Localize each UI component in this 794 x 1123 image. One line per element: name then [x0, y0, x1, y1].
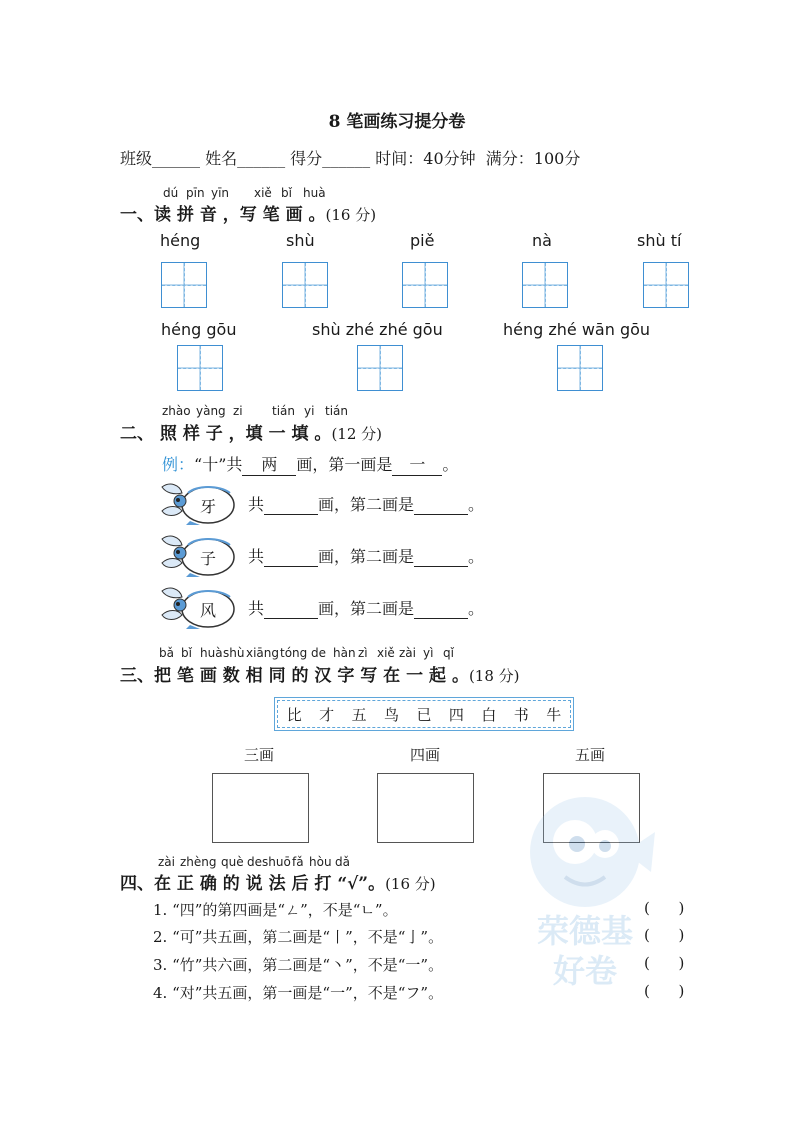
statement-item: 2. “可”共五画，第二画是“丨”，不是“亅”。 [153, 928, 444, 946]
answer-paren[interactable]: ( ) [644, 954, 685, 972]
fill-blank-count[interactable] [264, 547, 318, 567]
pinyin: xiāng [246, 646, 280, 660]
bank-character: 书 [513, 705, 529, 724]
bank-character: 才 [319, 705, 335, 724]
pinyin: shuō [262, 855, 291, 869]
pinyin: tián [325, 404, 348, 418]
fill-text: 。 [468, 599, 485, 618]
stroke-name: piě [410, 231, 435, 250]
mascot-logo-icon [505, 792, 665, 992]
fill-line [248, 492, 484, 515]
statement-item: 1. “四”的第四画是“ㄥ”，不是“ㄴ”。 [153, 901, 398, 919]
student-info-line: 班级______ 姓名______ 得分______ 时间：40分钟 满分：100分 [120, 149, 581, 168]
section-3-label: 三、把 笔 画 数 相 同 的 汉 字 写 在 一 起 。 [120, 666, 469, 686]
section-4-label: 四、在 正 确 的 说 法 后 打 “√”。 [120, 874, 386, 894]
section-2-points: (12 分) [331, 425, 382, 443]
fill-text: 。 [468, 495, 485, 514]
fill-blank-count[interactable] [264, 599, 318, 619]
bee-card [160, 585, 238, 633]
bank-character: 比 [286, 705, 302, 724]
example-label: 例： [162, 455, 195, 474]
bee-character: 子 [200, 549, 217, 568]
answer-box-three[interactable] [212, 773, 309, 843]
stroke-name: héng gōu [161, 320, 237, 339]
fill-line [248, 544, 484, 567]
tian-grid-box[interactable] [282, 262, 328, 308]
bank-character: 已 [416, 705, 432, 724]
pinyin: zài [158, 855, 175, 869]
pinyin: zì [358, 646, 368, 660]
bank-character: 鸟 [384, 705, 400, 724]
pinyin: hòu [309, 855, 332, 869]
section-4-points: (16 分) [385, 875, 436, 893]
pinyin-xie: xiě [254, 186, 272, 200]
tian-grid-box[interactable] [357, 345, 403, 391]
bee-character: 风 [200, 601, 217, 620]
section-1-heading [120, 200, 376, 225]
pinyin: hàn [333, 646, 356, 660]
pinyin: de [247, 855, 262, 869]
pinyin: zài [399, 646, 416, 660]
stroke-name: héng zhé wān gōu [503, 320, 651, 339]
pinyin: tóng [280, 646, 308, 660]
fill-text: 画，第二画是 [318, 599, 415, 618]
bank-character: 白 [481, 705, 497, 724]
page-title: 8 笔画练习提分卷 [328, 112, 466, 132]
brand-watermark [505, 792, 665, 992]
pinyin: qǐ [443, 646, 454, 660]
fill-text: 画，第二画是 [318, 547, 415, 566]
example-fill-count: 两 [242, 452, 296, 476]
dragonfly-icon [160, 585, 238, 629]
bank-character: 四 [448, 705, 464, 724]
dragonfly-icon [160, 481, 238, 525]
section-2-label: 二、 照 样 子 ，填 一 填 。 [120, 424, 332, 444]
tian-grid-box[interactable] [643, 262, 689, 308]
pinyin: de [311, 646, 326, 660]
section-2-heading [120, 419, 382, 444]
statement-item: 3. “竹”共六画，第二画是“丶”，不是“一”。 [153, 956, 444, 974]
stroke-name: héng [160, 231, 201, 250]
statement-item: 4. “对”共五画，第一画是“一”，不是“フ”。 [153, 984, 444, 1002]
pinyin: tián [272, 404, 295, 418]
example-fill-stroke: 一 [392, 452, 442, 476]
pinyin: yi [304, 404, 315, 418]
fill-blank-stroke[interactable] [414, 547, 468, 567]
fill-text: 画，第二画是 [318, 495, 415, 514]
pinyin: fǎ [292, 855, 304, 869]
bank-character: 牛 [546, 705, 562, 724]
answer-paren[interactable]: ( ) [644, 982, 685, 1000]
tian-grid-box[interactable] [557, 345, 603, 391]
pinyin-pin: pīn [186, 186, 205, 200]
pinyin: shù [223, 646, 245, 660]
pinyin: huà [200, 646, 223, 660]
pinyin: yì [423, 646, 434, 660]
pinyin: què [221, 855, 244, 869]
section-3-heading [120, 661, 520, 686]
watermark-line1: 荣德基 [536, 912, 634, 950]
character-bank [274, 697, 574, 731]
fill-blank-count[interactable] [264, 495, 318, 515]
fill-blank-stroke[interactable] [414, 599, 468, 619]
answer-paren[interactable]: ( ) [644, 899, 685, 917]
fill-blank-stroke[interactable] [414, 495, 468, 515]
group-label-four: 四画 [410, 746, 441, 764]
fill-text: 共 [248, 599, 265, 618]
example-line [162, 452, 458, 476]
tian-grid-box[interactable] [161, 262, 207, 308]
bee-card [160, 533, 238, 581]
fill-text: 共 [248, 495, 265, 514]
section-1-label: 一、读 拼 音 ，写 笔 画 。 [120, 205, 326, 225]
pinyin: zi [233, 404, 243, 418]
pinyin: dǎ [335, 855, 350, 869]
pinyin: xiě [377, 646, 395, 660]
pinyin-du: dú [163, 186, 179, 200]
pinyin-yin: yīn [211, 186, 230, 200]
section-1-points: (16 分) [325, 206, 377, 224]
bank-character: 五 [351, 705, 367, 724]
example-text: 。 [442, 455, 459, 474]
group-label-three: 三画 [244, 746, 275, 764]
answer-box-four[interactable] [377, 773, 474, 843]
stroke-name: shù [286, 231, 315, 250]
stroke-name: shù zhé zhé gōu [312, 320, 443, 339]
pinyin: bǎ [159, 646, 174, 660]
example-text: “十”共 [194, 455, 243, 474]
group-label-five: 五画 [575, 746, 606, 764]
tian-grid-box[interactable] [402, 262, 448, 308]
section-4-heading [120, 869, 436, 894]
watermark-line2: 好卷 [552, 952, 618, 990]
pinyin: zhèng [180, 855, 217, 869]
answer-paren[interactable]: ( ) [644, 926, 685, 944]
tian-grid-box[interactable] [522, 262, 568, 308]
section-3-points: (18 分) [468, 667, 520, 685]
pinyin: bǐ [181, 646, 192, 660]
stroke-name: shù tí [637, 231, 682, 250]
pinyin: zhào [162, 404, 191, 418]
tian-grid-box[interactable] [177, 345, 223, 391]
stroke-name: nà [532, 231, 552, 250]
dragonfly-icon [160, 533, 238, 577]
bee-card [160, 481, 238, 529]
fill-line [248, 596, 484, 619]
pinyin: yàng [196, 404, 226, 418]
fill-text: 共 [248, 547, 265, 566]
pinyin-bi: bǐ [281, 186, 292, 200]
fill-text: 。 [468, 547, 485, 566]
example-text: 画，第一画是 [296, 455, 393, 474]
pinyin-hua: huà [303, 186, 326, 200]
bee-character: 牙 [200, 497, 217, 516]
